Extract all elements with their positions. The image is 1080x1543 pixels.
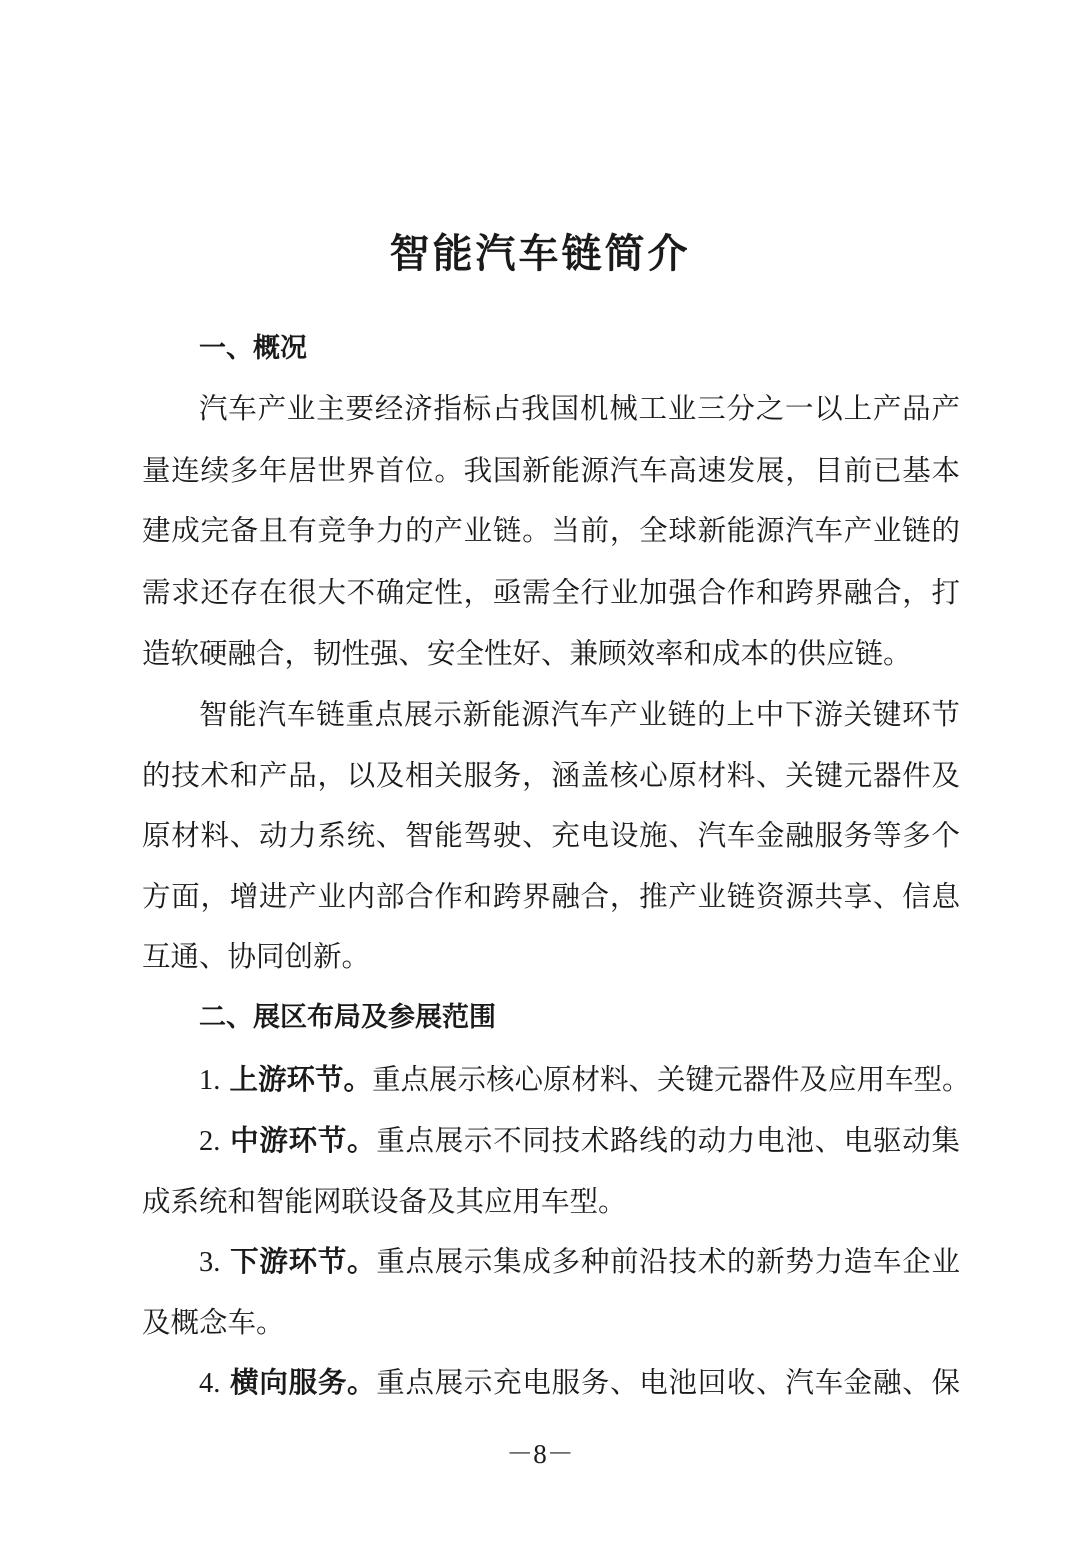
list-item bbox=[199, 1363, 960, 1404]
paragraph-line: 智能汽车链重点展示新能源汽车产业链的上中下游关键环节 bbox=[199, 698, 960, 731]
list-item-number: 3. bbox=[199, 1247, 221, 1278]
paragraph-line: 互通、协同创新。 bbox=[142, 940, 371, 973]
paragraph-line: 原材料、动力系统、智能驾驶、充电设施、汽车金融服务等多个 bbox=[142, 819, 960, 852]
list-item-keyword: 下游环节。 bbox=[230, 1245, 377, 1278]
list-item bbox=[199, 1242, 960, 1283]
page-number: －8－ bbox=[506, 1439, 574, 1469]
paragraph-line: 方面，增进产业内部合作和跨界融合，推产业链资源共享、信息 bbox=[142, 880, 960, 913]
list-item-keyword: 上游环节。 bbox=[229, 1063, 372, 1096]
list-item-text: 重点展示集成多种前沿技术的新势力造车企业 bbox=[376, 1245, 960, 1278]
list-item-number: 1. bbox=[199, 1065, 221, 1096]
paragraph-line: 汽车产业主要经济指标占我国机械工业三分之一以上产品产 bbox=[199, 392, 960, 425]
paragraph-line: 量连续多年居世界首位。我国新能源汽车高速发展，目前已基本 bbox=[142, 454, 960, 487]
list-item bbox=[199, 1121, 960, 1162]
list-item-number: 2. bbox=[199, 1126, 221, 1157]
list-item-continuation: 及概念车。 bbox=[142, 1306, 285, 1339]
paragraph-line: 需求还存在很大不确定性，亟需全行业加强合作和跨界融合，打 bbox=[142, 576, 960, 609]
document-title: 智能汽车链简介 bbox=[389, 230, 691, 277]
list-item-continuation: 成系统和智能网联设备及其应用车型。 bbox=[142, 1185, 627, 1218]
list-item-text: 重点展示不同技术路线的动力电池、电驱动集 bbox=[376, 1124, 960, 1157]
paragraph-line: 建成完备且有竞争力的产业链。当前，全球新能源汽车产业链的 bbox=[142, 514, 960, 547]
list-item-text: 重点展示充电服务、电池回收、汽车金融、保 bbox=[376, 1366, 960, 1399]
list-item-number: 4. bbox=[199, 1368, 221, 1399]
list-item-text: 重点展示核心原材料、关键元器件及应用车型。 bbox=[371, 1063, 971, 1096]
paragraph-line: 造软硬融合，韧性强、安全性好、兼顾效率和成本的供应链。 bbox=[142, 637, 912, 670]
list-item-keyword: 中游环节。 bbox=[230, 1124, 377, 1157]
section-heading-overview: 一、概况 bbox=[199, 333, 307, 364]
list-item bbox=[199, 1060, 970, 1101]
paragraph-line: 的技术和产品，以及相关服务，涵盖核心原材料、关键元器件及 bbox=[142, 759, 960, 792]
section-heading-layout: 二、展区布局及参展范围 bbox=[199, 1002, 496, 1033]
list-item-keyword: 横向服务。 bbox=[230, 1366, 377, 1399]
